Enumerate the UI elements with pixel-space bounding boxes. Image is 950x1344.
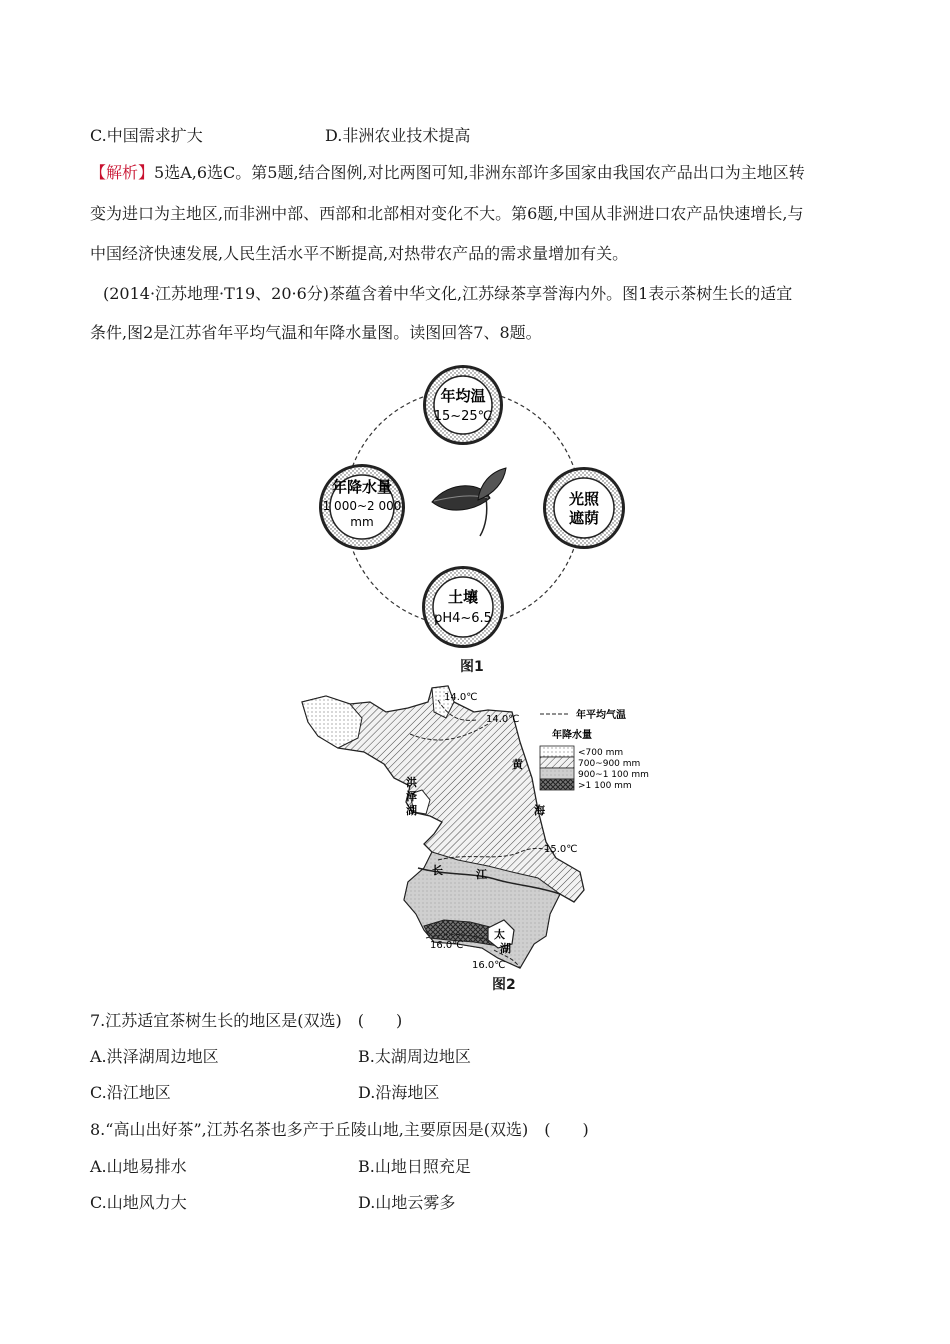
analysis-line-1 [90, 163, 805, 183]
isotherm-label-2: 14.0℃ [486, 714, 520, 725]
node-soil-value: pH4~6.5 [434, 611, 492, 626]
isotherm-label-5: 16.0℃ [472, 960, 506, 971]
isotherm-label-4: 16.0℃ [430, 940, 464, 951]
figure-2-map [298, 682, 658, 982]
isotherm-label-3: 15.0℃ [544, 844, 578, 855]
legend-item-2: 700~900 mm [578, 759, 641, 769]
prev-option-d: D.非洲农业技术提高 [325, 126, 471, 145]
label-yellow-sea-2: 海 [534, 804, 545, 817]
node-precipitation [319, 464, 405, 550]
q8-option-b: B.山地日照充足 [358, 1157, 471, 1176]
q7-option-d: D.沿海地区 [358, 1083, 440, 1102]
analysis-line-3: 中国经济快速发展,人民生活水平不断提高,对热带农产品的需求量增加有关。 [90, 244, 629, 263]
node-soil [422, 566, 504, 648]
q7-option-a: A.洪泽湖周边地区 [90, 1047, 219, 1066]
q8-stem: 8.“高山出好茶”,江苏名茶也多产于丘陵山地,主要原因是(双选) ( ) [90, 1120, 589, 1139]
node-light-value: 遮荫 [568, 509, 600, 527]
isotherm-label-1: 14.0℃ [444, 692, 478, 703]
label-yellow-sea-1: 黄 [512, 758, 523, 771]
prev-option-c: C.中国需求扩大 [90, 126, 203, 145]
node-temperature [423, 365, 503, 445]
label-hongze-3: 湖 [406, 804, 417, 817]
node-precipitation-value: 1 000~2 000 [322, 499, 402, 513]
label-hongze-1: 洪 [406, 776, 417, 789]
q7-option-c: C.沿江地区 [90, 1083, 171, 1102]
label-yangtze-2: 江 [476, 868, 487, 881]
q8-option-d: D.山地云雾多 [358, 1193, 456, 1212]
tea-leaf-icon [432, 468, 506, 536]
figure-1-diagram [310, 360, 640, 650]
legend-item-4: >1 100 mm [578, 781, 632, 791]
q8-option-c: C.山地风力大 [90, 1193, 187, 1212]
intro-line-1: (2014·江苏地理·T19、20·6分)茶蕴含着中华文化,江苏绿茶享誉海内外。图1表示茶树生长的适宜 [103, 284, 793, 303]
analysis-tag: 【解析】 [90, 163, 155, 182]
node-light-title: 光照 [568, 490, 600, 508]
legend-isotherm: 年平均气温 [576, 710, 626, 721]
node-temperature-value: 15~25℃ [433, 409, 493, 424]
node-temperature-title: 年均温 [440, 387, 486, 405]
q8-option-a: A.山地易排水 [90, 1157, 187, 1176]
map-legend [540, 708, 649, 791]
label-taihu-2: 湖 [500, 942, 511, 955]
label-hongze-2: 泽 [406, 790, 417, 803]
legend-precip-title: 年降水量 [552, 730, 592, 741]
analysis-line-2: 变为进口为主地区,而非洲中部、西部和北部相对变化不大。第6题,中国从非洲进口农产品快速增长,与 [90, 204, 804, 223]
node-light [543, 467, 625, 549]
node-precipitation-unit: mm [350, 515, 374, 529]
analysis-text-1: 5选A,6选C。第5题,结合图例,对比两图可知,非洲东部许多国家由我国农产品出口为主地区转 [154, 163, 805, 182]
node-soil-title: 土壤 [447, 588, 479, 606]
label-yangtze-1: 长 [432, 864, 443, 877]
q7-stem: 7.江苏适宜茶树生长的地区是(双选) ( ) [90, 1011, 403, 1030]
figure-2-caption: 图2 [492, 977, 516, 993]
legend-item-1: <700 mm [578, 748, 624, 758]
q7-option-b: B.太湖周边地区 [358, 1047, 471, 1066]
node-precipitation-title: 年降水量 [331, 478, 393, 496]
figure-1-caption: 图1 [460, 659, 484, 675]
legend-item-3: 900~1 100 mm [578, 770, 649, 780]
intro-line-2: 条件,图2是江苏省年平均气温和年降水量图。读图回答7、8题。 [90, 323, 542, 342]
label-taihu-1: 太 [494, 928, 505, 941]
